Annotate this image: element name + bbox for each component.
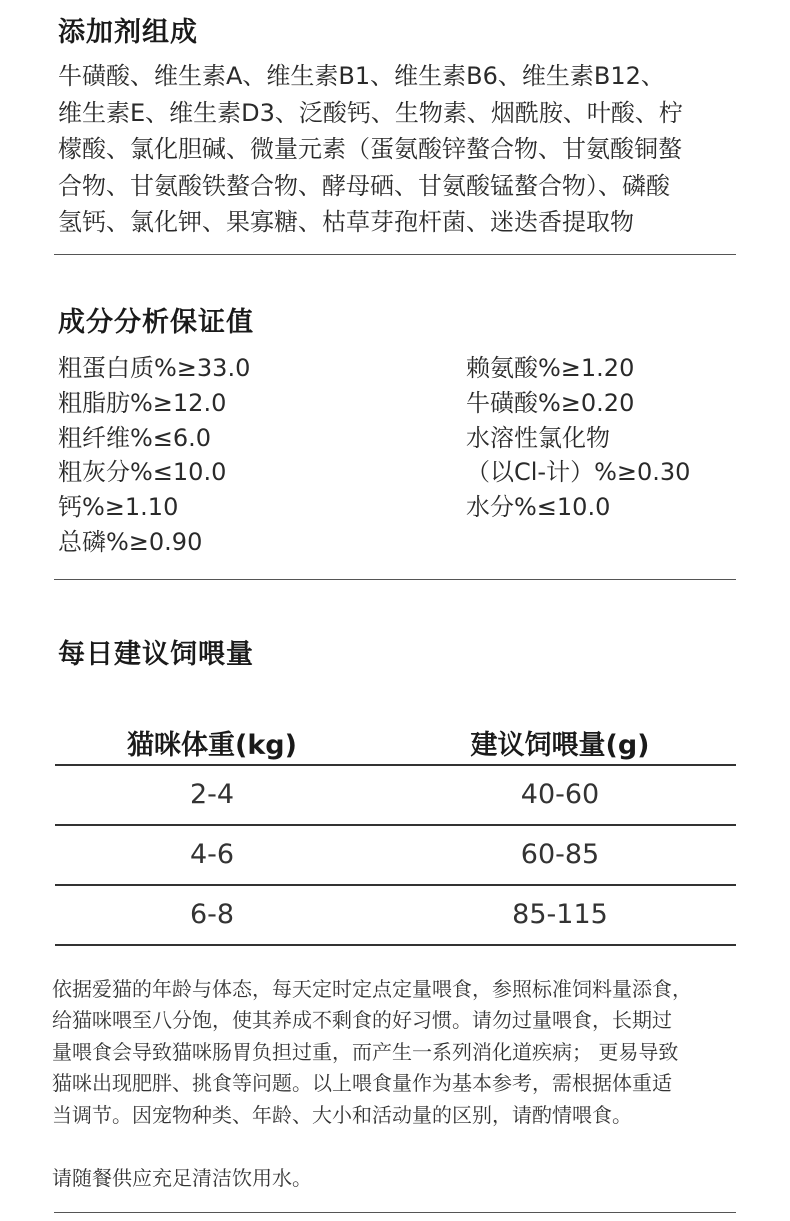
- feeding-table: [55, 715, 736, 946]
- additives-line: 维生素E、维生素D3、泛酸钙、生物素、烟酰胺、叶酸、柠: [58, 98, 683, 127]
- notes-line: 猫咪出现肥胖、挑食等问题。以上喂食量作为基本参考，需根据体重适: [52, 1071, 672, 1096]
- feeding-title: 每日建议饲喂量: [58, 639, 254, 670]
- notes-line: 量喂食会导致猫咪肠胃负担过重，而产生一系列消化道疾病； 更易导致: [52, 1039, 679, 1064]
- notes-line: 给猫咪喂至八分饱，使其养成不剩食的好习惯。请勿过量喂食，长期过: [52, 1008, 672, 1033]
- additives-line: 檬酸、氯化胆碱、微量元素（蛋氨酸锌螯合物、甘氨酸铜螯: [58, 135, 682, 163]
- amount-cell: 40-60: [520, 779, 600, 810]
- section-divider: [54, 1212, 736, 1213]
- weight-cell: 4-6: [189, 839, 235, 870]
- table-row: [55, 766, 736, 826]
- analysis-item: （以Cl-计）%≥0.30: [466, 458, 691, 487]
- analysis-item: 水溶性氯化物: [466, 423, 610, 452]
- weight-column-header: 猫咪体重(kg): [127, 730, 297, 761]
- amount-cell: 60-85: [520, 839, 600, 870]
- analysis-title: 成分分析保证值: [58, 307, 254, 338]
- analysis-item: 赖氨酸%≥1.20: [466, 354, 635, 382]
- analysis-item: 粗灰分%≤10.0: [58, 458, 227, 487]
- amount-cell: 85-115: [512, 899, 608, 930]
- analysis-item: 粗纤维%≤6.0: [58, 423, 212, 452]
- feeding-notes: [52, 974, 752, 1131]
- amount-column-header: 建议饲喂量(g): [470, 730, 650, 761]
- additives-line: 牛磺酸、维生素A、维生素B1、维生素B6、维生素B12、: [58, 62, 665, 90]
- analysis-right-column: [466, 351, 690, 525]
- table-row: [55, 826, 736, 886]
- analysis-item: 水分%≤10.0: [466, 493, 611, 522]
- analysis-item: 牛磺酸%≥0.20: [466, 388, 635, 417]
- water-note: 请随餐供应充足清洁饮用水。: [52, 1166, 312, 1190]
- analysis-left-column: [58, 351, 250, 560]
- additives-list: [58, 58, 758, 241]
- notes-line: 依据爱猫的年龄与体态，每天定时定点定量喂食，参照标准饲料量添食，: [52, 977, 692, 1001]
- analysis-item: 总磷%≥0.90: [58, 527, 203, 556]
- analysis-item: 粗蛋白质%≥33.0: [58, 354, 251, 382]
- additives-line: 合物、甘氨酸铁螯合物、酵母硒、甘氨酸锰螯合物）、磷酸: [58, 171, 670, 200]
- feeding-table-header: [55, 715, 736, 766]
- section-divider: [54, 579, 736, 580]
- analysis-item: 钙%≥1.10: [58, 493, 179, 522]
- additives-line: 氢钙、氯化钾、果寡糖、枯草芽孢杆菌、迷迭香提取物: [58, 208, 634, 236]
- additives-title: 添加剂组成: [58, 17, 198, 48]
- weight-cell: 6-8: [189, 899, 235, 930]
- notes-line: 当调节。因宠物种类、年龄、大小和活动量的区别，请酌情喂食。: [52, 1102, 632, 1127]
- section-divider: [54, 254, 736, 255]
- table-row: [55, 886, 736, 946]
- weight-cell: 2-4: [189, 779, 235, 810]
- analysis-item: 粗脂肪%≥12.0: [58, 388, 227, 417]
